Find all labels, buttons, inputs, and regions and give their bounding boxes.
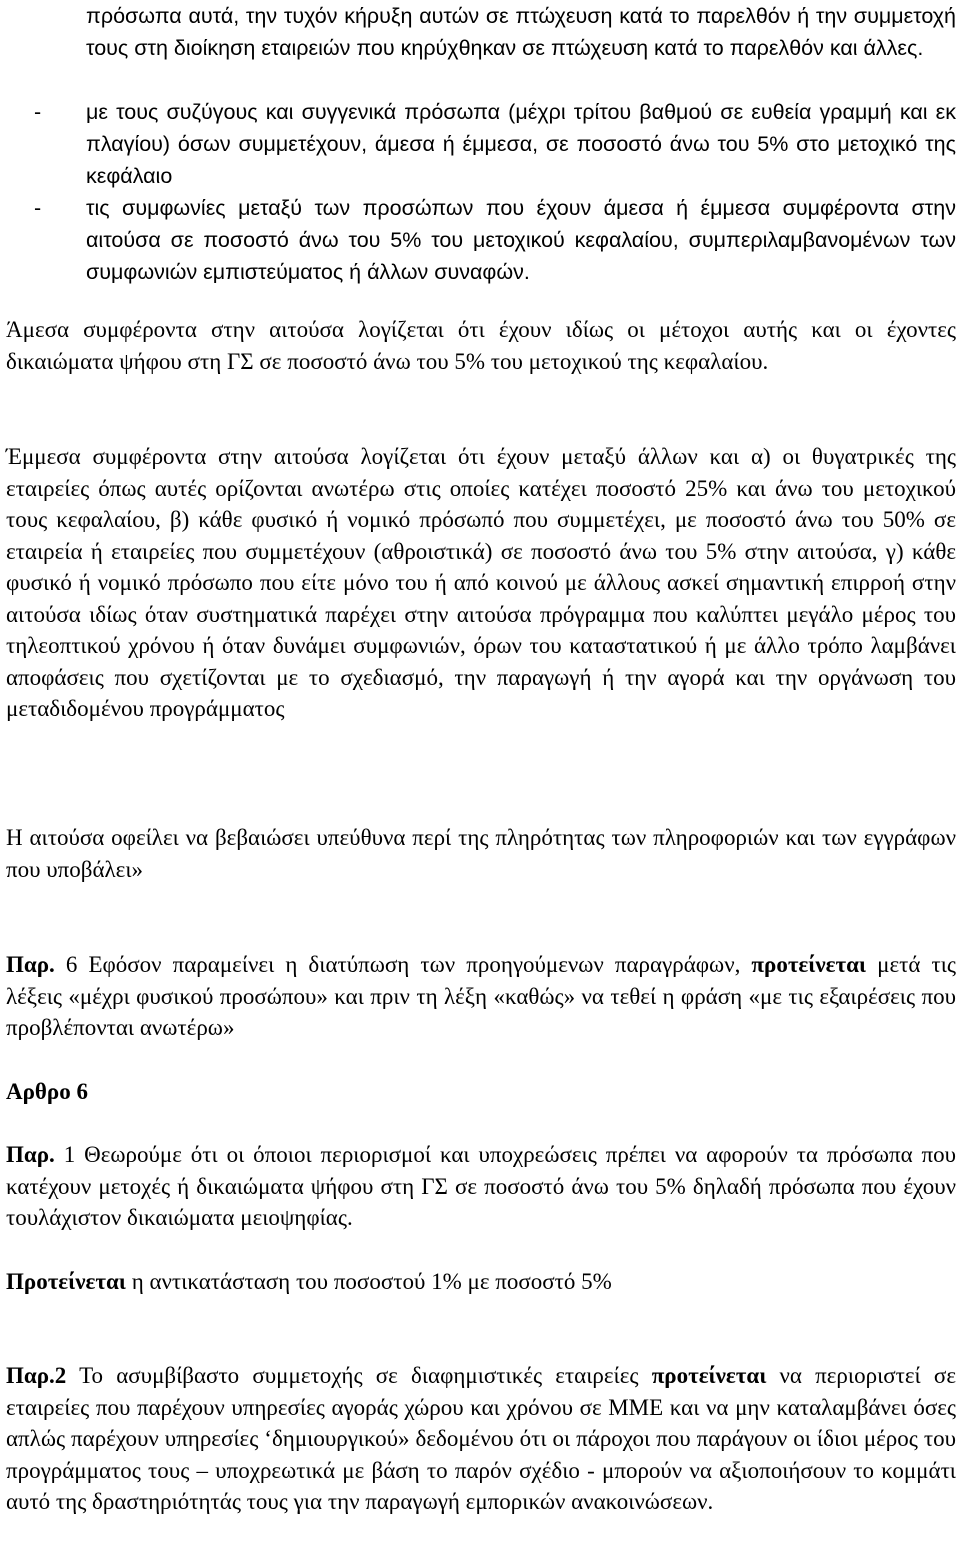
paragraph-label: Παρ. <box>6 1142 55 1167</box>
bullet-item: με τους συζύγους και συγγενικά πρόσωπα (μέχρι τρίτου βαθμού σε ευθεία γραμμή και εκ πλαγίου) όσων συμμετέχουν, άμεσα ή έμμεσα, σε ποσοστό άνω του 5% στο μετοχικό της κεφάλαιο <box>86 100 956 188</box>
proposal-paragraph <box>6 1266 956 1298</box>
paragraph-number: 2 <box>54 1363 67 1388</box>
paragraph-text: μετά τις λέξεις «μέχρι φυσικού προσώπου» και πριν τη λέξη «καθώς» να τεθεί η φράση «με τις εξαιρέσεις που προβλέπονται ανωτέρω» <box>6 952 957 1040</box>
proposal-keyword: προτείνεται <box>651 1363 767 1388</box>
paragraph-number: 6 <box>65 952 78 977</box>
paragraph-label: Παρ. <box>6 1363 55 1388</box>
continuation-paragraph: πρόσωπα αυτά, την τυχόν κήρυξη αυτών σε πτώχευση κατά το παρελθόν ή την συμμετοχή τους στη διοίκηση εταιρειών που κηρύχθηκαν σε πτώχευση κατά το παρελθόν και άλλες. <box>86 4 956 60</box>
paragraph-2 <box>6 1360 956 1518</box>
paragraph-label: Παρ. <box>6 952 55 977</box>
paragraph-6 <box>6 949 956 1044</box>
proposal-keyword: Προτείνεται <box>6 1269 126 1294</box>
certification-paragraph: Η αιτούσα οφείλει να βεβαιώσει υπεύθυνα περί της πληρότητας των πληροφοριών και των εγγράφων που υποβάλει» <box>6 825 956 882</box>
proposal-text: η αντικατάσταση του ποσοστού 1% με ποσοστό 5% <box>131 1269 612 1294</box>
paragraph-text: Εφόσον παραμείνει η διατύπωση των προηγούμενων παραγράφων, <box>88 952 741 977</box>
paragraph-text: Το ασυμβίβαστο συμμετοχής σε διαφημιστικές εταιρείες <box>79 1363 639 1388</box>
proposal-keyword: προτείνεται <box>751 952 867 977</box>
paragraph-text: να περιοριστεί σε εταιρείες που παρέχουν υπηρεσίες αγοράς χώρου και χρόνου σε ΜΜΕ και να μην καταλαμβάνει όσες απλώς παρέχουν υπηρεσίες ‘δημιουργικού» δεδομένου ότι οι πάροχοι που παράγουν οι ίδιοι μέρος του προγράμματος τους – υποχρεωτικά με βάση το παρόν σχέδιο - μπορούν να αξιοποιήσουν το κομμάτι αυτό της δραστηριότητάς τους για την παραγωγή εμπορικών ανακοινώσεων. <box>6 1363 956 1514</box>
indirect-interests-paragraph: Έμμεσα συμφέροντα στην αιτούσα λογίζεται ότι έχουν μεταξύ άλλων και α) οι θυγατρικές της εταιρείες όπως αυτές ορίζονται ανωτέρω στις οποίες κατέχει ποσοστό 25% και άνω του μετοχικού τους κεφαλαίου, β) κάθε φυσικό ή νομικό πρόσωπό που συμμετέχει, με ποσοστό άνω του 50% σε εταιρεία ή εταιρείες που συμμετέχουν (αθροιστικά) σε ποσοστό άνω του 5% στην αιτούσα, γ) κάθε φυσικό ή νομικό πρόσωπο που είτε μόνο του ή από κοινού με άλλους ασκεί σημαντική επιρροή στην αιτούσα ιδίως όταν συστηματικά παρέχει στην αιτούσα πρόγραμμα που καλύπτει μεγάλο μέρος του τηλεοπτικού χρόνου ή όταν δυνάμει συμφωνιών, όρων του καταστατικού ή με άλλο τρόπο λαμβάνει αποφάσεις που σχετίζονται με το σχεδιασμό, την παραγωγή ή την αγορά και την οργάνωση του μεταδιδομένου προγράμματος <box>6 444 956 721</box>
bullet-item: τις συμφωνίες μεταξύ των προσώπων που έχουν άμεσα ή έμμεσα συμφέροντα στην αιτούσα σε ποσοστό άνω του 5% του μετοχικού κεφαλαίου, συμπεριλαμβανομένων των συμφωνιών εμπιστεύματος ή άλλων συναφών. <box>86 196 956 284</box>
direct-interests-paragraph: Άμεσα συμφέροντα στην αιτούσα λογίζεται ότι έχουν ιδίως οι μέτοχοι αυτής και οι έχοντες δικαιώματα ψήφου στη ΓΣ σε ποσοστό άνω του 5% του μετοχικού της κεφαλαίου. <box>6 317 956 374</box>
paragraph-number: 1 <box>63 1142 76 1167</box>
paragraph-text: Θεωρούμε ότι οι όποιοι περιορισμοί και υποχρεώσεις πρέπει να αφορούν τα πρόσωπα που κατέχουν μετοχές ή δικαιώματα ψήφου στη ΓΣ σε ποσοστό άνω του 5% δηλαδή πρόσωπα που έχουν τουλάχιστον δικαιώματα μειοψηφίας. <box>6 1142 957 1230</box>
bullet-marker: - <box>34 100 42 124</box>
article-heading: Αρθρο 6 <box>6 1079 88 1104</box>
paragraph-1 <box>6 1139 956 1234</box>
bullet-marker: - <box>34 196 42 220</box>
